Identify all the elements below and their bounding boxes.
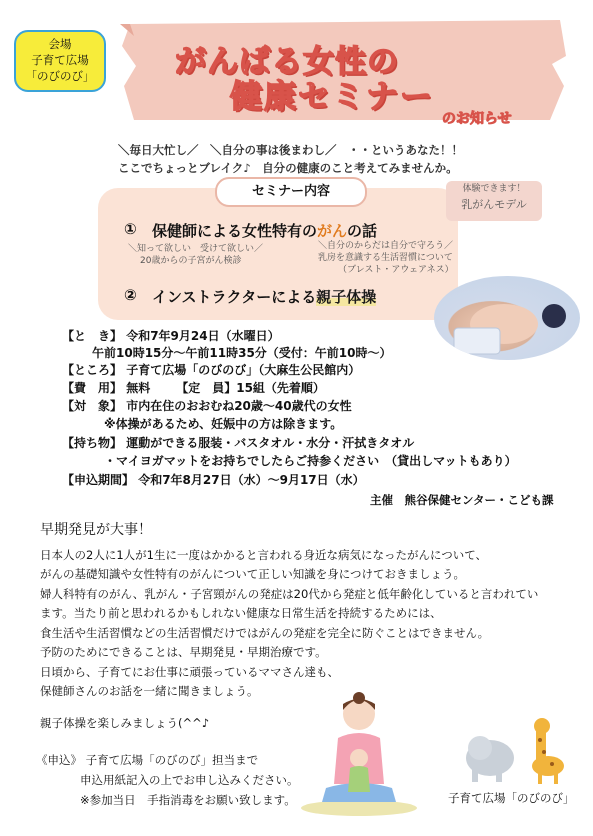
venue-badge-line2: 子育て広場 <box>31 53 89 67</box>
venue-badge-line3: 「のびのび」 <box>25 69 95 83</box>
breast-model-tag <box>446 181 542 221</box>
note-a-line1: ＼知って欲しい 受けて欲しい／ <box>128 244 264 254</box>
apply-line-2: 申込用紙記入の上でお申し込みください。 <box>80 773 299 787</box>
note-b-line1: ＼自分のからだは自分で守ろう／ <box>318 241 454 251</box>
period-value: 令和7年8月27日（水）～9月17日（水） <box>138 473 365 487</box>
item2-title-pre: インストラクターによる <box>152 288 317 306</box>
capacity-label: 【定 員】 <box>176 381 237 395</box>
mother-baby-yoga-illustration <box>300 688 418 818</box>
tag-line1: 体験できます！ <box>462 184 526 194</box>
intro-line-2: ここでちょっとブレイク♪ 自分の健康のこと考えてみませんか。 <box>118 161 458 175</box>
note-b-line2: 乳房を意識する生活習慣について <box>318 253 453 263</box>
detail-date <box>62 328 280 345</box>
date-value: 令和7年9月24日（水曜日） <box>126 329 280 343</box>
body-line-2: がんの基礎知識や女性特有のがんについて正しい知識を身につけておきましょう。 <box>40 567 466 581</box>
seminar-heading: セミナー内容 <box>215 177 367 207</box>
body-line-6: 予防のためにできることは、早期発見・早期治療です。 <box>40 645 327 659</box>
body-line-7: 日頃から、子育てにお仕事に頑張っているママさん達も、 <box>40 665 339 679</box>
detail-items <box>62 435 414 452</box>
detail-fee <box>62 380 325 397</box>
period-label: 【申込期間】 <box>62 473 135 487</box>
item1-title-pre: 保健師による女性特有の <box>152 222 318 240</box>
body-line-1: 日本人の2人に1人が1生に一度はかかると言われる身近な病気になったがんについて、 <box>40 548 487 562</box>
organizer: 主催 熊谷保健センター・こども課 <box>370 493 554 507</box>
title-banner <box>120 16 572 127</box>
detail-period <box>62 472 365 489</box>
body-line-4: ます。当たり前と思われるかもしれない健康な日常生活を持続するためには、 <box>40 606 442 620</box>
item2-title-emph: 親子体操 <box>316 288 377 306</box>
detail-place <box>62 362 360 379</box>
item2-title <box>152 286 376 307</box>
breast-model-photo <box>434 276 580 360</box>
fee-value: 無料 <box>126 381 151 395</box>
place-value: 子育て広場「のびのび」（大麻生公民館内） <box>126 363 361 377</box>
fee-label: 【費 用】 <box>62 381 123 395</box>
detail-items-note: ・マイヨガマットをお持ちでしたらご持参ください （貸出しマットもあり） <box>104 454 517 468</box>
intro-line-1: ＼毎日大忙し／ ＼自分の事は後まわし／ ・・というあなた！！ <box>118 143 463 157</box>
capacity-value: 15組（先着順） <box>236 381 325 395</box>
body-line-5: 食生活や生活習慣などの生活習慣だけではがんの発症を完全に防ぐことはできません。 <box>40 626 490 640</box>
venue-badge-line1: 会場 <box>48 37 72 51</box>
elephant-giraffe-illustration <box>458 716 578 786</box>
detail-target <box>62 398 352 415</box>
apply-line-1: 《申込》 子育て広場「のびのび」担当まで <box>36 753 259 767</box>
item2-number: ② <box>124 286 137 304</box>
mother-baby-graphic <box>300 688 418 818</box>
place-label: 【ところ】 <box>62 363 123 377</box>
tag-line2: 乳がんモデル <box>461 198 527 211</box>
item1-title-emph: がん <box>317 222 348 240</box>
section-heading: 早期発見が大事！ <box>40 522 152 538</box>
item1-title <box>152 220 377 241</box>
footer-venue: 子育て広場「のびのび」 <box>448 791 575 805</box>
detail-time: 午前10時15分～午前11時35分（受付：午前10時～） <box>92 346 392 360</box>
item1-note-cervical <box>128 243 263 267</box>
venue-badge <box>14 30 106 92</box>
closing-line: 親子体操を楽しみましょう(^^♪ <box>40 716 210 730</box>
apply-line-3: ※参加当日 手指消毒をお願い致します。 <box>80 793 296 807</box>
note-b-line3: （ブレスト・アウェアネス） <box>338 265 454 275</box>
item1-number: ① <box>124 220 137 238</box>
items-value: 運動ができる服装・バスタオル・水分・汗拭きタオル <box>126 436 415 450</box>
body-line-8: 保健師さんのお話を一緒に聞きましょう。 <box>40 684 259 698</box>
animals-graphic <box>458 716 578 786</box>
items-label: 【持ち物】 <box>62 436 123 450</box>
target-label: 【対 象】 <box>62 399 123 413</box>
page-title-line1: がんばる女性の <box>175 44 399 80</box>
detail-target-note: ※体操があるため、妊娠中の方は除きます。 <box>104 417 343 431</box>
note-a-line2: 20歳からの子宮がん検診 <box>140 256 242 266</box>
photo-graphic <box>434 276 580 360</box>
body-line-3: 婦人科特有のがん、乳がん・子宮頸がんの発症は20代から発症と低年齢化していると言われてい <box>40 587 539 601</box>
date-label: 【と き】 <box>62 329 123 343</box>
target-value: 市内在住のおおむね20歳～40歳代の女性 <box>126 399 352 413</box>
page-title-line2: 健康セミナー <box>230 77 435 115</box>
page-title-suffix: のお知らせ <box>442 111 512 127</box>
item1-note-breast <box>318 240 454 276</box>
item1-title-post: の話 <box>347 222 378 240</box>
